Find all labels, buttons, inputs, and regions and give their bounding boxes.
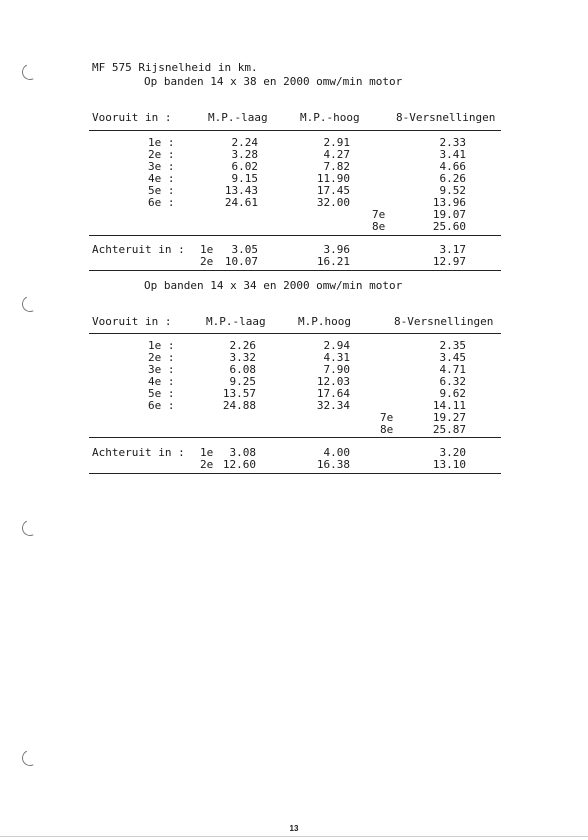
s1-laag-value: 3.28	[231, 148, 258, 161]
s1-rev-laag-value: 3.05	[231, 243, 258, 256]
s1-v8-value: 13.96	[432, 196, 466, 209]
s2-rev-laag-value: 12.60	[222, 458, 256, 471]
s1-hoog-value: 2.91	[323, 136, 350, 149]
s2-reverse-label: Achteruit in :	[92, 446, 185, 459]
s2-laag-value: 9.25	[229, 375, 256, 388]
s1-rev-gear-label: 1e	[200, 243, 214, 256]
s2-hoog-value: 17.64	[316, 387, 350, 400]
s1-hoog-value: 17.45	[316, 184, 350, 197]
s2-laag-value: 6.08	[229, 363, 256, 376]
page-bottom-edge	[0, 836, 588, 837]
s1-gear-label: 4e :	[148, 172, 175, 185]
s1-hoog-value: 11.90	[316, 172, 350, 185]
s2-v8-value: 19.27	[432, 411, 466, 424]
section1-subtitle: Op banden 14 x 38 en 2000 omw/min motor	[144, 75, 403, 88]
s1-gear-label: 6e :	[148, 196, 175, 209]
s1-rev-gear-label: 2e	[200, 255, 214, 268]
s1-rev-v8-value: 3.17	[439, 243, 466, 256]
s2-rev-v8-value: 13.10	[432, 458, 466, 471]
s2-header-mp-laag: M.P.-laag	[206, 315, 266, 328]
s2-hoog-value: 2.94	[323, 339, 350, 352]
s2-rev-laag-value: 3.08	[229, 446, 256, 459]
s2-v8-value: 6.32	[439, 375, 466, 388]
s1-v8-value: 19.07	[432, 208, 466, 221]
s1-laag-value: 6.02	[231, 160, 258, 173]
s2-laag-value: 24.88	[222, 399, 256, 412]
page-number: 13	[289, 824, 299, 833]
s2-gear-label: 8e	[380, 423, 394, 436]
s2-header-rule	[89, 333, 501, 334]
s1-bottom-rule	[89, 270, 501, 271]
s2-rev-gear-label: 1e	[200, 446, 214, 459]
s2-v8-value: 14.11	[432, 399, 466, 412]
s2-hoog-value: 4.31	[323, 351, 350, 364]
s2-gear-label: 2e :	[148, 351, 175, 364]
s2-bottom-rule	[89, 473, 501, 474]
punch-hole-1	[20, 62, 41, 83]
s1-gear-label: 8e	[372, 220, 386, 233]
s1-gear-label: 3e :	[148, 160, 175, 173]
s1-gear-label: 1e :	[148, 136, 175, 149]
page-title: MF 575 Rijsnelheid in km.	[92, 61, 258, 74]
s2-gear-label: 6e :	[148, 399, 175, 412]
s1-hoog-value: 32.00	[316, 196, 350, 209]
punch-hole-3	[20, 518, 41, 539]
s2-v8-value: 25.87	[432, 423, 466, 436]
s1-rev-laag-value: 10.07	[224, 255, 258, 268]
s2-gear-label: 3e :	[148, 363, 175, 376]
s2-laag-value: 2.26	[229, 339, 256, 352]
s2-gear-label: 7e	[380, 411, 394, 424]
s1-v8-value: 3.41	[439, 148, 466, 161]
s1-gear-label: 7e	[372, 208, 386, 221]
s1-header-mp-laag: M.P.-laag	[208, 111, 268, 124]
s2-laag-value: 13.57	[222, 387, 256, 400]
s1-gear-label: 2e :	[148, 148, 175, 161]
s1-rev-hoog-value: 3.96	[323, 243, 350, 256]
s1-rev-hoog-value: 16.21	[316, 255, 350, 268]
s1-mid-rule	[89, 235, 501, 236]
s1-hoog-value: 4.27	[323, 148, 350, 161]
s2-rev-hoog-value: 4.00	[323, 446, 350, 459]
s1-laag-value: 2.24	[231, 136, 258, 149]
s1-v8-value: 6.26	[439, 172, 466, 185]
s1-header-gear: Vooruit in :	[92, 111, 172, 124]
punch-hole-4	[20, 748, 41, 769]
s2-gear-label: 1e :	[148, 339, 175, 352]
s2-header-mp-hoog: M.P.hoog	[298, 315, 351, 328]
section2-subtitle: Op banden 14 x 34 en 2000 omw/min motor	[144, 279, 403, 292]
s1-laag-value: 24.61	[224, 196, 258, 209]
s2-gear-label: 5e :	[148, 387, 175, 400]
s1-header-mp-hoog: M.P.-hoog	[300, 111, 360, 124]
s1-header-rule	[89, 130, 501, 131]
s1-v8-value: 4.66	[439, 160, 466, 173]
s2-v8-value: 4.71	[439, 363, 466, 376]
punch-hole-2	[20, 294, 41, 315]
s1-gear-label: 5e :	[148, 184, 175, 197]
s2-rev-v8-value: 3.20	[439, 446, 466, 459]
s2-v8-value: 2.35	[439, 339, 466, 352]
s1-rev-v8-value: 12.97	[432, 255, 466, 268]
s1-v8-value: 25.60	[432, 220, 466, 233]
s1-reverse-label: Achteruit in :	[92, 243, 185, 256]
s2-rev-gear-label: 2e	[200, 458, 214, 471]
s1-laag-value: 9.15	[231, 172, 258, 185]
s1-header-8-versnellingen: 8-Versnellingen	[396, 111, 496, 124]
s2-hoog-value: 7.90	[323, 363, 350, 376]
s2-gear-label: 4e :	[148, 375, 175, 388]
s1-v8-value: 2.33	[439, 136, 466, 149]
s2-hoog-value: 12.03	[316, 375, 350, 388]
s1-hoog-value: 7.82	[323, 160, 350, 173]
s2-mid-rule	[89, 437, 501, 438]
s2-hoog-value: 32.34	[316, 399, 350, 412]
s2-header-8-versnellingen: 8-Versnellingen	[394, 315, 494, 328]
s1-laag-value: 13.43	[224, 184, 258, 197]
s2-v8-value: 9.62	[439, 387, 466, 400]
s2-v8-value: 3.45	[439, 351, 466, 364]
s2-rev-hoog-value: 16.38	[316, 458, 350, 471]
s2-laag-value: 3.32	[229, 351, 256, 364]
s2-header-gear: Vooruit in :	[92, 315, 172, 328]
s1-v8-value: 9.52	[439, 184, 466, 197]
